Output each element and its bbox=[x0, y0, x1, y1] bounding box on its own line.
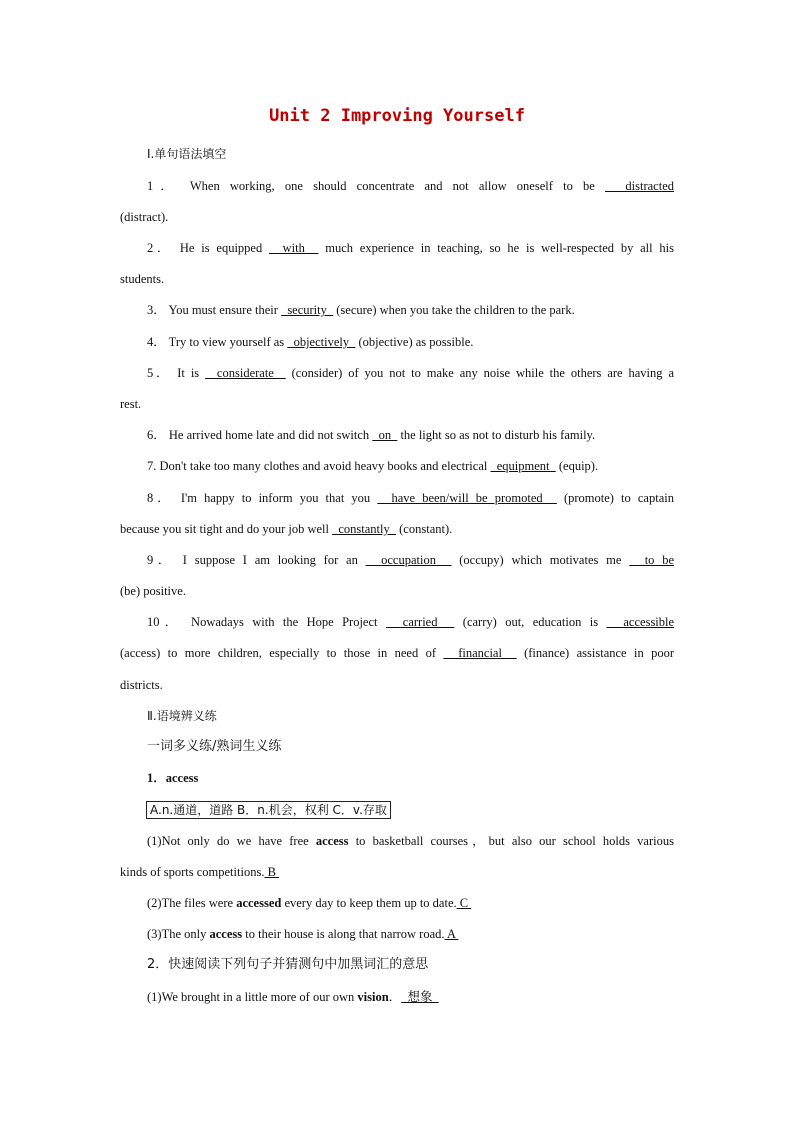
question-text: When working, one should concentrate and not allow oneself to be bbox=[189, 179, 595, 193]
question-9-continued: (be) positive. bbox=[120, 584, 186, 598]
question-text: (equip). bbox=[558, 459, 599, 473]
answer-blank: have been/will be promoted bbox=[377, 491, 557, 505]
question-number: 1． bbox=[147, 179, 180, 193]
question-10-continued-2: districts. bbox=[120, 678, 163, 692]
answer-blank: constantly bbox=[332, 522, 397, 536]
answer-blank: distracted bbox=[605, 179, 674, 193]
answer-blank: occupation bbox=[365, 553, 452, 567]
question-5-continued: rest. bbox=[120, 397, 142, 411]
answer-blank: B bbox=[264, 865, 280, 879]
example-text: every day to keep them up to date. bbox=[281, 896, 457, 910]
answer-blank: C bbox=[456, 896, 472, 910]
question-text: (constant). bbox=[399, 522, 453, 536]
answer-blank: accessible bbox=[606, 615, 675, 629]
example-1 bbox=[147, 833, 674, 849]
page-title: Unit 2 Improving Yourself bbox=[269, 106, 525, 126]
question-number: 4． bbox=[147, 335, 166, 349]
keyword: access bbox=[315, 834, 349, 848]
example-4 bbox=[147, 989, 674, 1005]
question-number: 6． bbox=[147, 428, 166, 442]
item-1-title bbox=[147, 770, 701, 786]
answer-blank: objectively bbox=[287, 335, 356, 349]
section-heading-context: Ⅱ.语境辨义练 bbox=[147, 709, 217, 723]
keyword: access bbox=[209, 927, 243, 941]
answer-blank: considerate bbox=[205, 366, 286, 380]
keyword: vision bbox=[357, 990, 389, 1004]
question-text: much experience in teaching, so he is well-respected by all his bbox=[325, 241, 674, 255]
question-text: You must ensure their bbox=[168, 303, 278, 317]
question-number: 2． bbox=[147, 241, 174, 255]
question-number: 7. bbox=[147, 459, 157, 473]
question-9 bbox=[147, 552, 674, 568]
question-text: the light so as not to disturb his family. bbox=[400, 428, 596, 442]
example-text: The files were bbox=[161, 896, 237, 910]
question-text: Don't take too many clothes and avoid heavy books and electrical bbox=[159, 459, 488, 473]
question-10-continued bbox=[120, 645, 674, 661]
options-box: A.n.通道，道路 B．n.机会，权利 C．v.存取 bbox=[146, 801, 391, 819]
question-text: (promote) to captain bbox=[563, 491, 674, 505]
question-2 bbox=[147, 240, 674, 256]
question-number: 3． bbox=[147, 303, 166, 317]
question-5 bbox=[147, 365, 674, 381]
item-2-title: 2．快速阅读下列句子并猜测句中加黑词汇的意思 bbox=[147, 957, 429, 972]
question-number: 9． bbox=[147, 553, 176, 567]
question-1-continued: (distract). bbox=[120, 210, 169, 224]
question-10 bbox=[147, 614, 674, 630]
question-text: because you sit tight and do your job well bbox=[120, 522, 329, 536]
example-2 bbox=[147, 895, 674, 911]
answer-blank: financial bbox=[443, 646, 517, 660]
answer-blank: to be bbox=[629, 553, 674, 567]
example-number: (2) bbox=[147, 896, 162, 910]
question-number: 8． bbox=[147, 491, 174, 505]
question-text: (secure) when you take the children to the park. bbox=[336, 303, 575, 317]
example-1-continued bbox=[120, 864, 674, 880]
question-text: (consider) of you not to make any noise while the others are having a bbox=[291, 366, 675, 380]
example-text: ． bbox=[388, 990, 402, 1004]
example-text: to basketball courses，but also our school holds various bbox=[348, 834, 674, 848]
example-number: (1) bbox=[147, 990, 162, 1004]
keyword: accessed bbox=[236, 896, 282, 910]
answer-blank: A bbox=[444, 927, 459, 941]
answer-blank: on bbox=[372, 428, 398, 442]
question-text: (objective) as possible. bbox=[358, 335, 474, 349]
question-text: Try to view yourself as bbox=[168, 335, 285, 349]
question-8 bbox=[147, 490, 674, 506]
question-text: (carry) out, education is bbox=[462, 615, 599, 629]
example-text: We brought in a little more of our own bbox=[161, 990, 358, 1004]
answer-blank: 想象 bbox=[401, 990, 439, 1004]
question-4 bbox=[147, 334, 674, 350]
question-8-continued bbox=[120, 521, 674, 537]
example-number: (1) bbox=[147, 834, 162, 848]
question-text: He is equipped bbox=[179, 241, 263, 255]
example-text: Not only do we have free bbox=[161, 834, 316, 848]
question-number: 10． bbox=[147, 615, 183, 629]
example-number: (3) bbox=[147, 927, 162, 941]
question-2-continued: students. bbox=[120, 272, 165, 286]
subsection-heading: 一词多义练/熟词生义练 bbox=[147, 739, 282, 754]
item-1-heading: 1．access bbox=[147, 771, 199, 785]
question-7 bbox=[147, 458, 674, 474]
question-text: I'm happy to inform you that you bbox=[180, 491, 371, 505]
question-text: Nowadays with the Hope Project bbox=[191, 615, 378, 629]
answer-blank: equipment bbox=[490, 459, 556, 473]
example-text: kinds of sports competitions. bbox=[120, 865, 265, 879]
answer-blank: carried bbox=[385, 615, 455, 629]
answer-blank: with bbox=[269, 241, 319, 255]
example-3 bbox=[147, 926, 674, 942]
question-3 bbox=[147, 302, 674, 318]
answer-blank: security bbox=[281, 303, 334, 317]
question-text: I suppose I am looking for an bbox=[182, 553, 358, 567]
question-text: (occupy) which motivates me bbox=[459, 553, 622, 567]
question-number: 5． bbox=[147, 366, 172, 380]
question-text: (access) to more children, especially to those in need of bbox=[120, 646, 437, 660]
question-6 bbox=[147, 427, 674, 443]
question-text: (finance) assistance in poor bbox=[524, 646, 674, 660]
example-text: to their house is along that narrow road. bbox=[242, 927, 445, 941]
example-text: The only bbox=[161, 927, 210, 941]
question-text: He arrived home late and did not switch bbox=[168, 428, 370, 442]
question-1 bbox=[147, 178, 674, 194]
section-heading-grammar: Ⅰ.单句语法填空 bbox=[147, 147, 227, 161]
question-text: It is bbox=[177, 366, 200, 380]
